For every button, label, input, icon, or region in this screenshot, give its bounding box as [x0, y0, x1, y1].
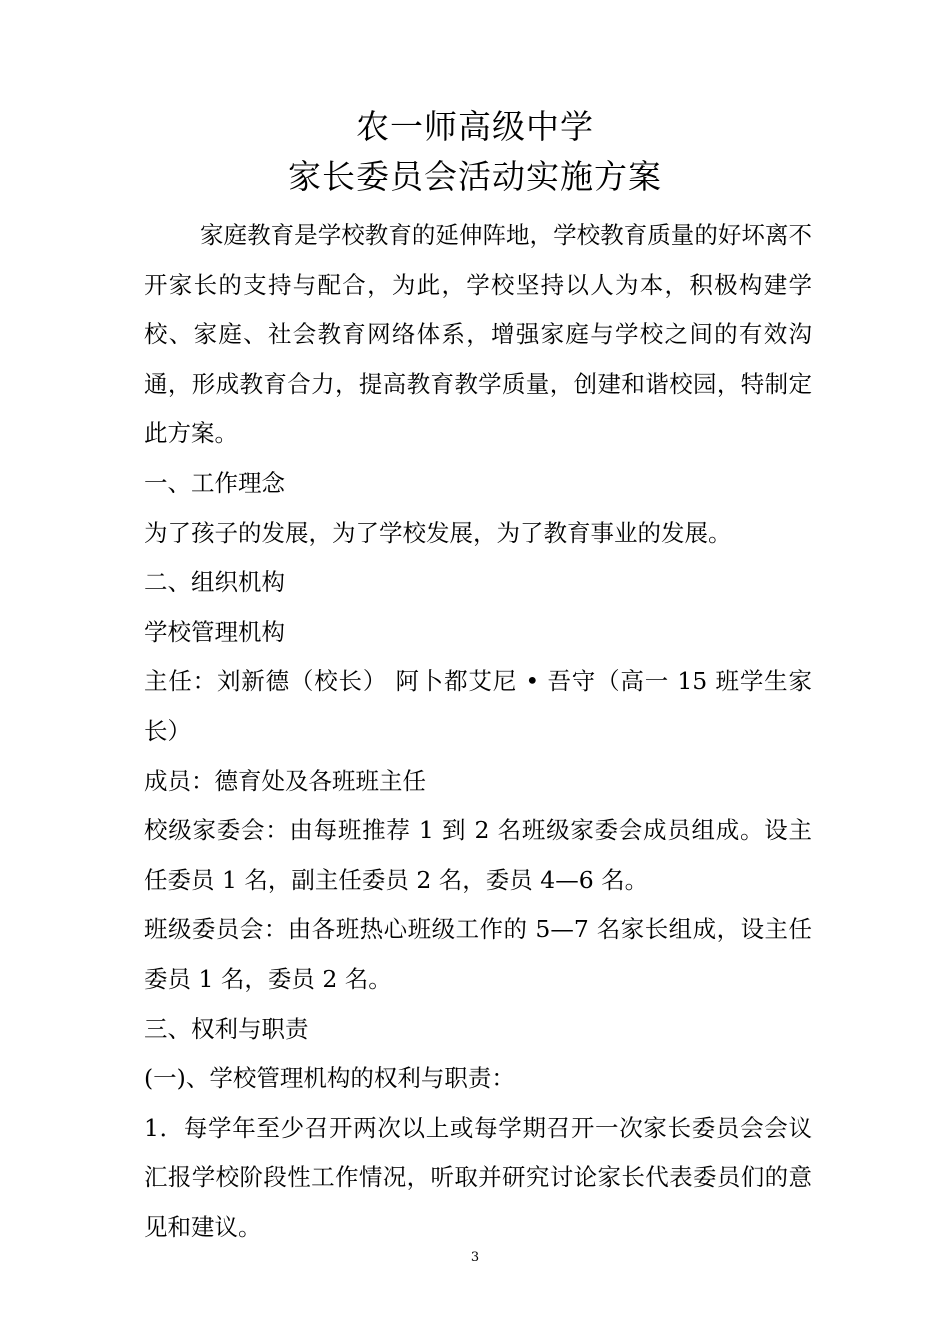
members-line: 成员：德育处及各班班主任: [144, 766, 426, 795]
item-1-paragraph: 1．每学年至少召开两次以上或每学期召开一次家长委员会会议汇报学校阶段性工作情况，听取并研究讨论家长代表委员们的意见和建议。: [144, 1113, 812, 1241]
subsection-heading-management-rights: (一)、学校管理机构的权利与职责：: [144, 1064, 515, 1093]
document-title-plan: 家长委员会活动实施方案: [288, 157, 662, 196]
work-concept-text: 为了孩子的发展，为了学校发展，为了教育事业的发展。: [144, 518, 732, 547]
document-title-school: 农一师高级中学: [356, 107, 594, 146]
section-heading-rights-duties: 三、权利与职责: [144, 1014, 309, 1043]
section-heading-work-concept: 一、工作理念: [144, 468, 285, 497]
management-label: 学校管理机构: [144, 617, 285, 646]
section-heading-organization: 二、组织机构: [144, 568, 285, 597]
document-body: [144, 211, 812, 1252]
intro-paragraph: 家庭教育是学校教育的延伸阵地，学校教育质量的好坏离不开家长的支持与配合，为此，学校坚持以人为本，积极构建学校、家庭、社会教育网络体系，增强家庭与学校之间的有效沟通，形成教育合力，提高教育教学质量，创建和谐校园，特制定此方案。: [144, 221, 812, 448]
class-committee-paragraph: 班级委员会：由各班热心班级工作的 5—7 名家长组成，设主任委员 1 名，委员 2 名。: [144, 915, 812, 993]
page-number: 3: [470, 1250, 480, 1265]
school-committee-paragraph: 校级家委会：由每班推荐 1 到 2 名班级家委会成员组成。设主任委员 1 名，副主任委员 2 名，委员 4—6 名。: [144, 816, 812, 894]
director-line: 主任：刘新德（校长） 阿卜都艾尼 • 吾守（高一 15 班学生家长）: [144, 667, 812, 745]
